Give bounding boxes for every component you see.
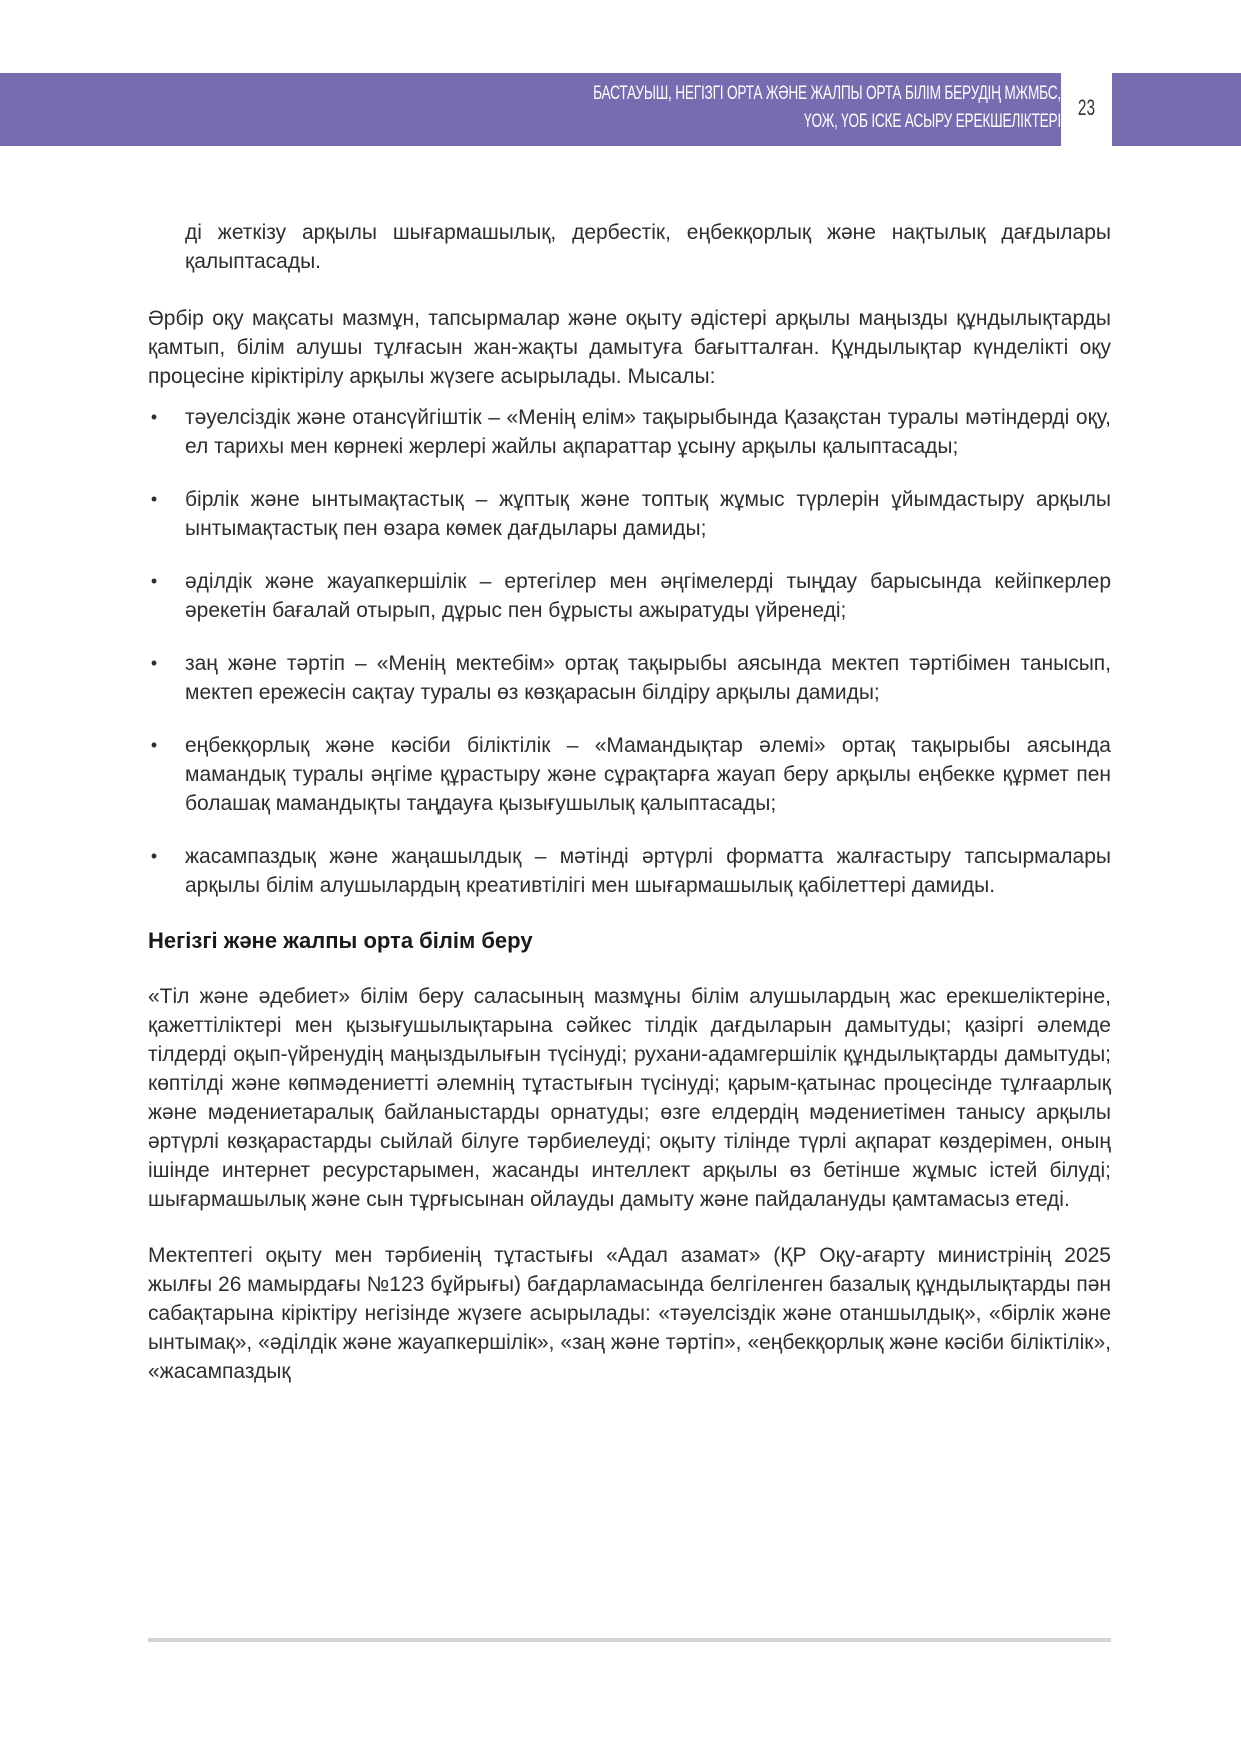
list-item-text: заң және тәртіп – «Менің мектебім» ортақ тақырыбы аясында мектеп тәртібімен танысып, мектеп ережесін сақтау туралы өз көзқарасын білдіру арқылы дамиды; xyxy=(185,652,1111,704)
values-list xyxy=(148,403,1111,900)
bullet-icon: • xyxy=(150,846,158,866)
list-item xyxy=(148,731,1111,818)
intro-paragraph: Әрбір оқу мақсаты мазмұн, тапсырмалар және оқыту әдістері арқылы маңызды құндылықтарды қамтып, білім алушы тұлғасын жан-жақты дамытуға бағытталған. Құндылықтар күнделікті оқу процесіне кіріктірілу арқылы жүзеге асырылады. Мысалы: xyxy=(148,307,1111,388)
bullet-icon: • xyxy=(150,653,158,673)
running-header-title xyxy=(413,80,1061,136)
paragraph: «Тіл және әдебиет» білім беру саласының мазмұны білім алушылардың жас ерекшеліктеріне, қажеттіліктері мен қызығушылықтарына сәйкес тілдік дағдыларын дамытуды; қазіргі әлемде тілдерді оқып-үйренудің маңыздылығын түсінуді; рухани-адамгершілік құндылықтарды дамытуды; көптілді және көпмәдениетті әлемнің тұтастығын түсінуді; қарым-қатынас процесінде тұлғаарлық және мәдениетаралық байланыстарды орнатуды; өзге елдердің мәдениетімен танысу арқылы әртүрлі көзқарастарды сыйлай білуге тәрбиелеуді; оқыту тілінде түрлі ақпарат көздерімен, оның ішінде интернет ресурстарымен, жасанды интеллект арқылы өз бетінше жұмыс істей білуді; шығармашылық және сын тұрғысынан ойлауды дамыту және пайдалануды қамтамасыз етеді. xyxy=(148,985,1111,1211)
bullet-icon: • xyxy=(150,407,158,427)
header-bar-edge xyxy=(1112,73,1241,146)
section-heading: Негізгі және жалпы орта білім беру xyxy=(148,928,533,953)
page-number: 23 xyxy=(1077,95,1096,120)
bullet-icon: • xyxy=(150,735,158,755)
list-item-text: әділдік және жауапкершілік – ертегілер мен әңгімелерді тыңдау барысында кейіпкерлер әрекетін бағалай отырып, дұрыс пен бұрысты ажыратуды үйренеді; xyxy=(185,570,1111,622)
footer-divider xyxy=(148,1638,1111,1642)
paragraph: Мектептегі оқыту мен тәрбиенің тұтастығы «Адал азамат» (ҚР Оқу-ағарту министрінің 2025 жылғы 26 мамырдағы №123 бұйрығы) бағдарламасында белгіленген базалық құндылықтарды пән сабақтарына кіріктіру негізінде жүзеге асырылады: «тәуелсіздік және отаншылдық», «бірлік және ынтымақ», «әділдік және жауапкершілік», «заң және тәртіп», «еңбекқорлық және кәсіби біліктілік», «жасампаздық xyxy=(148,1244,1111,1383)
page-body xyxy=(148,218,1111,1386)
bullet-icon: • xyxy=(150,489,158,509)
list-item-text: жасампаздық және жаңашылдық – мәтінді әртүрлі форматта жалғастыру тапсырмалары арқылы білім алушылардың креативтілігі мен шығармашылық қабілеттері дамиды. xyxy=(185,845,1111,897)
list-item-text: бірлік және ынтымақтастық – жұптық және топтық жұмыс түрлерін ұйымдастыру арқылы ынтымақтастық пен өзара көмек дағдылары дамиды; xyxy=(185,488,1111,540)
continued-bullet-text: ді жеткізу арқылы шығармашылық, дербестік, еңбекқорлық және нақтылық дағдылары қалыптасады. xyxy=(185,221,1111,273)
running-header-line-1: БАСТАУЫШ, НЕГІЗГІ ОРТА ЖӘНЕ ЖАЛПЫ ОРТА БІЛІМ БЕРУДІҢ МЖМБС, xyxy=(593,83,1061,104)
list-item xyxy=(148,842,1111,900)
list-item xyxy=(148,567,1111,625)
list-item xyxy=(148,649,1111,707)
list-item-text: тәуелсіздік және отансүйгіштік – «Менің елім» тақырыбында Қазақстан туралы мәтіндерді оқу, ел тарихы мен көрнекі жерлері жайлы ақпараттар ұсыну арқылы қалыптасады; xyxy=(185,406,1111,458)
list-item-text: еңбекқорлық және кәсіби біліктілік – «Мамандықтар әлемі» ортақ тақырыбы аясында мамандық туралы әңгіме құрастыру және сұрақтарға жауап беру арқылы еңбекке құрмет пен болашақ мамандықты таңдауға қызығушылық қалыптасады; xyxy=(185,734,1111,815)
list-item xyxy=(148,485,1111,543)
bullet-icon: • xyxy=(150,571,158,591)
list-item xyxy=(148,403,1111,461)
running-header-line-2: ҮОЖ, ҮОБ ІСКЕ АСЫРУ ЕРЕКШЕЛІКТЕРІ xyxy=(804,111,1061,132)
